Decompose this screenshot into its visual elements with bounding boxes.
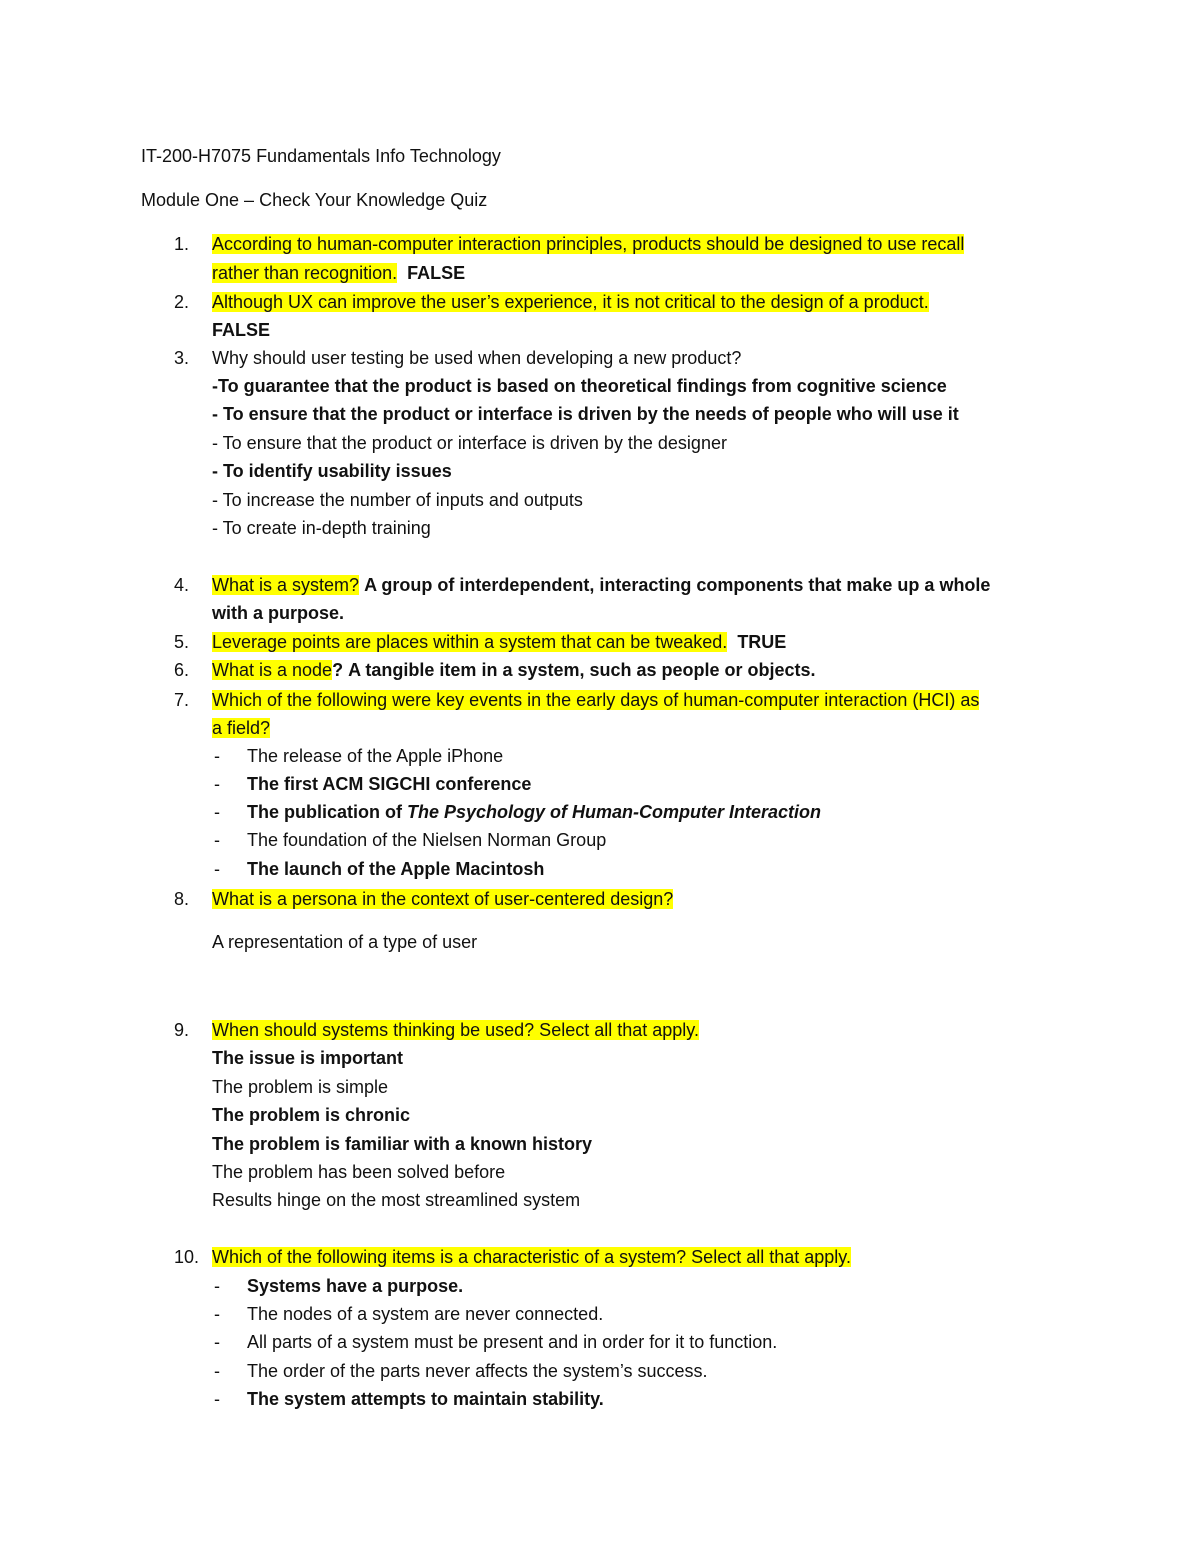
q9-option: The problem is chronic — [212, 1105, 411, 1125]
q10-option: The nodes of a system are never connected. — [247, 1304, 604, 1324]
q10-dash: - — [214, 1389, 220, 1409]
q10-dash: - — [214, 1361, 220, 1381]
q7-dash: - — [214, 802, 220, 822]
q9-question: When should systems thinking be used? Select all that apply. — [212, 1020, 699, 1040]
q3-number: 3. — [174, 348, 190, 368]
q7-line2 — [212, 714, 270, 742]
q10-dash: - — [214, 1332, 220, 1352]
q9-line — [212, 1016, 699, 1044]
q10-dash: - — [214, 1276, 220, 1296]
q7-option: The publication of — [247, 802, 407, 822]
q9-option: The problem is simple — [212, 1077, 389, 1097]
q10-option: Systems have a purpose. — [247, 1276, 464, 1296]
q8-question: What is a persona in the context of user-centered design? — [212, 889, 674, 909]
module-title: Module One – Check Your Knowledge Quiz — [141, 190, 488, 210]
q7-option-publication — [247, 798, 821, 826]
q8-line — [212, 885, 673, 913]
q10-dash: - — [214, 1304, 220, 1324]
q7-line1 — [212, 686, 979, 714]
q3-option: - To ensure that the product or interface is driven by the designer — [212, 433, 727, 453]
q8-answer: A representation of a type of user — [212, 932, 478, 952]
q4-number: 4. — [174, 575, 190, 595]
q6-question-mark: ? — [332, 660, 344, 680]
q7-number: 7. — [174, 690, 190, 710]
q2-line1 — [212, 288, 929, 316]
q6-line — [212, 656, 816, 684]
q3-option: -To guarantee that the product is based on theoretical findings from cognitive science — [212, 376, 947, 396]
q1-line2 — [212, 259, 465, 287]
q5-answer: TRUE — [737, 632, 787, 652]
q10-line — [212, 1243, 851, 1271]
q7-option: The release of the Apple iPhone — [247, 746, 504, 766]
q9-option: The problem is familiar with a known history — [212, 1134, 593, 1154]
q7-dash: - — [214, 859, 220, 879]
q3-option: - To identify usability issues — [212, 461, 452, 481]
q7-question-line1: Which of the following were key events in the early days of human-computer interaction (HCI) as — [212, 690, 980, 710]
q3-option: - To create in-depth training — [212, 518, 431, 538]
course-title: IT-200-H7075 Fundamentals Info Technology — [141, 146, 501, 166]
q6-number: 6. — [174, 660, 190, 680]
q7-option: The foundation of the Nielsen Norman Group — [247, 830, 607, 850]
q9-option: The problem has been solved before — [212, 1162, 506, 1182]
q3-option: - To increase the number of inputs and outputs — [212, 490, 583, 510]
q1-question-line2: rather than recognition. — [212, 263, 398, 283]
q1-number: 1. — [174, 234, 190, 254]
q7-dash: - — [214, 746, 220, 766]
q1-answer: FALSE — [407, 263, 466, 283]
q3-question: Why should user testing be used when developing a new product? — [212, 348, 742, 368]
q7-dash: - — [214, 830, 220, 850]
q5-line — [212, 628, 786, 656]
q5-number: 5. — [174, 632, 190, 652]
q5-question: Leverage points are places within a system that can be tweaked. — [212, 632, 728, 652]
q9-option: The issue is important — [212, 1048, 404, 1068]
q1-line1 — [212, 230, 964, 258]
q4-question: What is a system? — [212, 575, 360, 595]
q9-option: Results hinge on the most streamlined system — [212, 1190, 581, 1210]
q4-answer-line1: A group of interdependent, interacting components that make up a whole — [364, 575, 991, 595]
q2-answer: FALSE — [212, 320, 271, 340]
q8-number: 8. — [174, 889, 190, 909]
q4-answer-line2: with a purpose. — [212, 603, 345, 623]
q4-line1 — [212, 571, 990, 599]
q6-answer: A tangible item in a system, such as people or objects. — [348, 660, 816, 680]
q7-option: The first ACM SIGCHI conference — [247, 774, 532, 794]
q10-number: 10. — [174, 1247, 200, 1267]
q7-book-title: The Psychology of Human-Computer Interaction — [407, 802, 822, 822]
q7-option: The launch of the Apple Macintosh — [247, 859, 545, 879]
q7-dash: - — [214, 774, 220, 794]
q1-question-line1: According to human-computer interaction principles, products should be designed to use recall — [212, 234, 965, 254]
q3-option: - To ensure that the product or interface is driven by the needs of people who will use it — [212, 404, 959, 424]
q10-option: The order of the parts never affects the system’s success. — [247, 1361, 708, 1381]
q9-number: 9. — [174, 1020, 190, 1040]
q10-option: The system attempts to maintain stability. — [247, 1389, 604, 1409]
q10-option: All parts of a system must be present and in order for it to function. — [247, 1332, 778, 1352]
q2-question: Although UX can improve the user’s experience, it is not critical to the design of a product. — [212, 292, 929, 312]
q10-question: Which of the following items is a characteristic of a system? Select all that apply. — [212, 1247, 851, 1267]
q2-number: 2. — [174, 292, 190, 312]
q6-question: What is a node — [212, 660, 333, 680]
q7-question-line2: a field? — [212, 718, 271, 738]
